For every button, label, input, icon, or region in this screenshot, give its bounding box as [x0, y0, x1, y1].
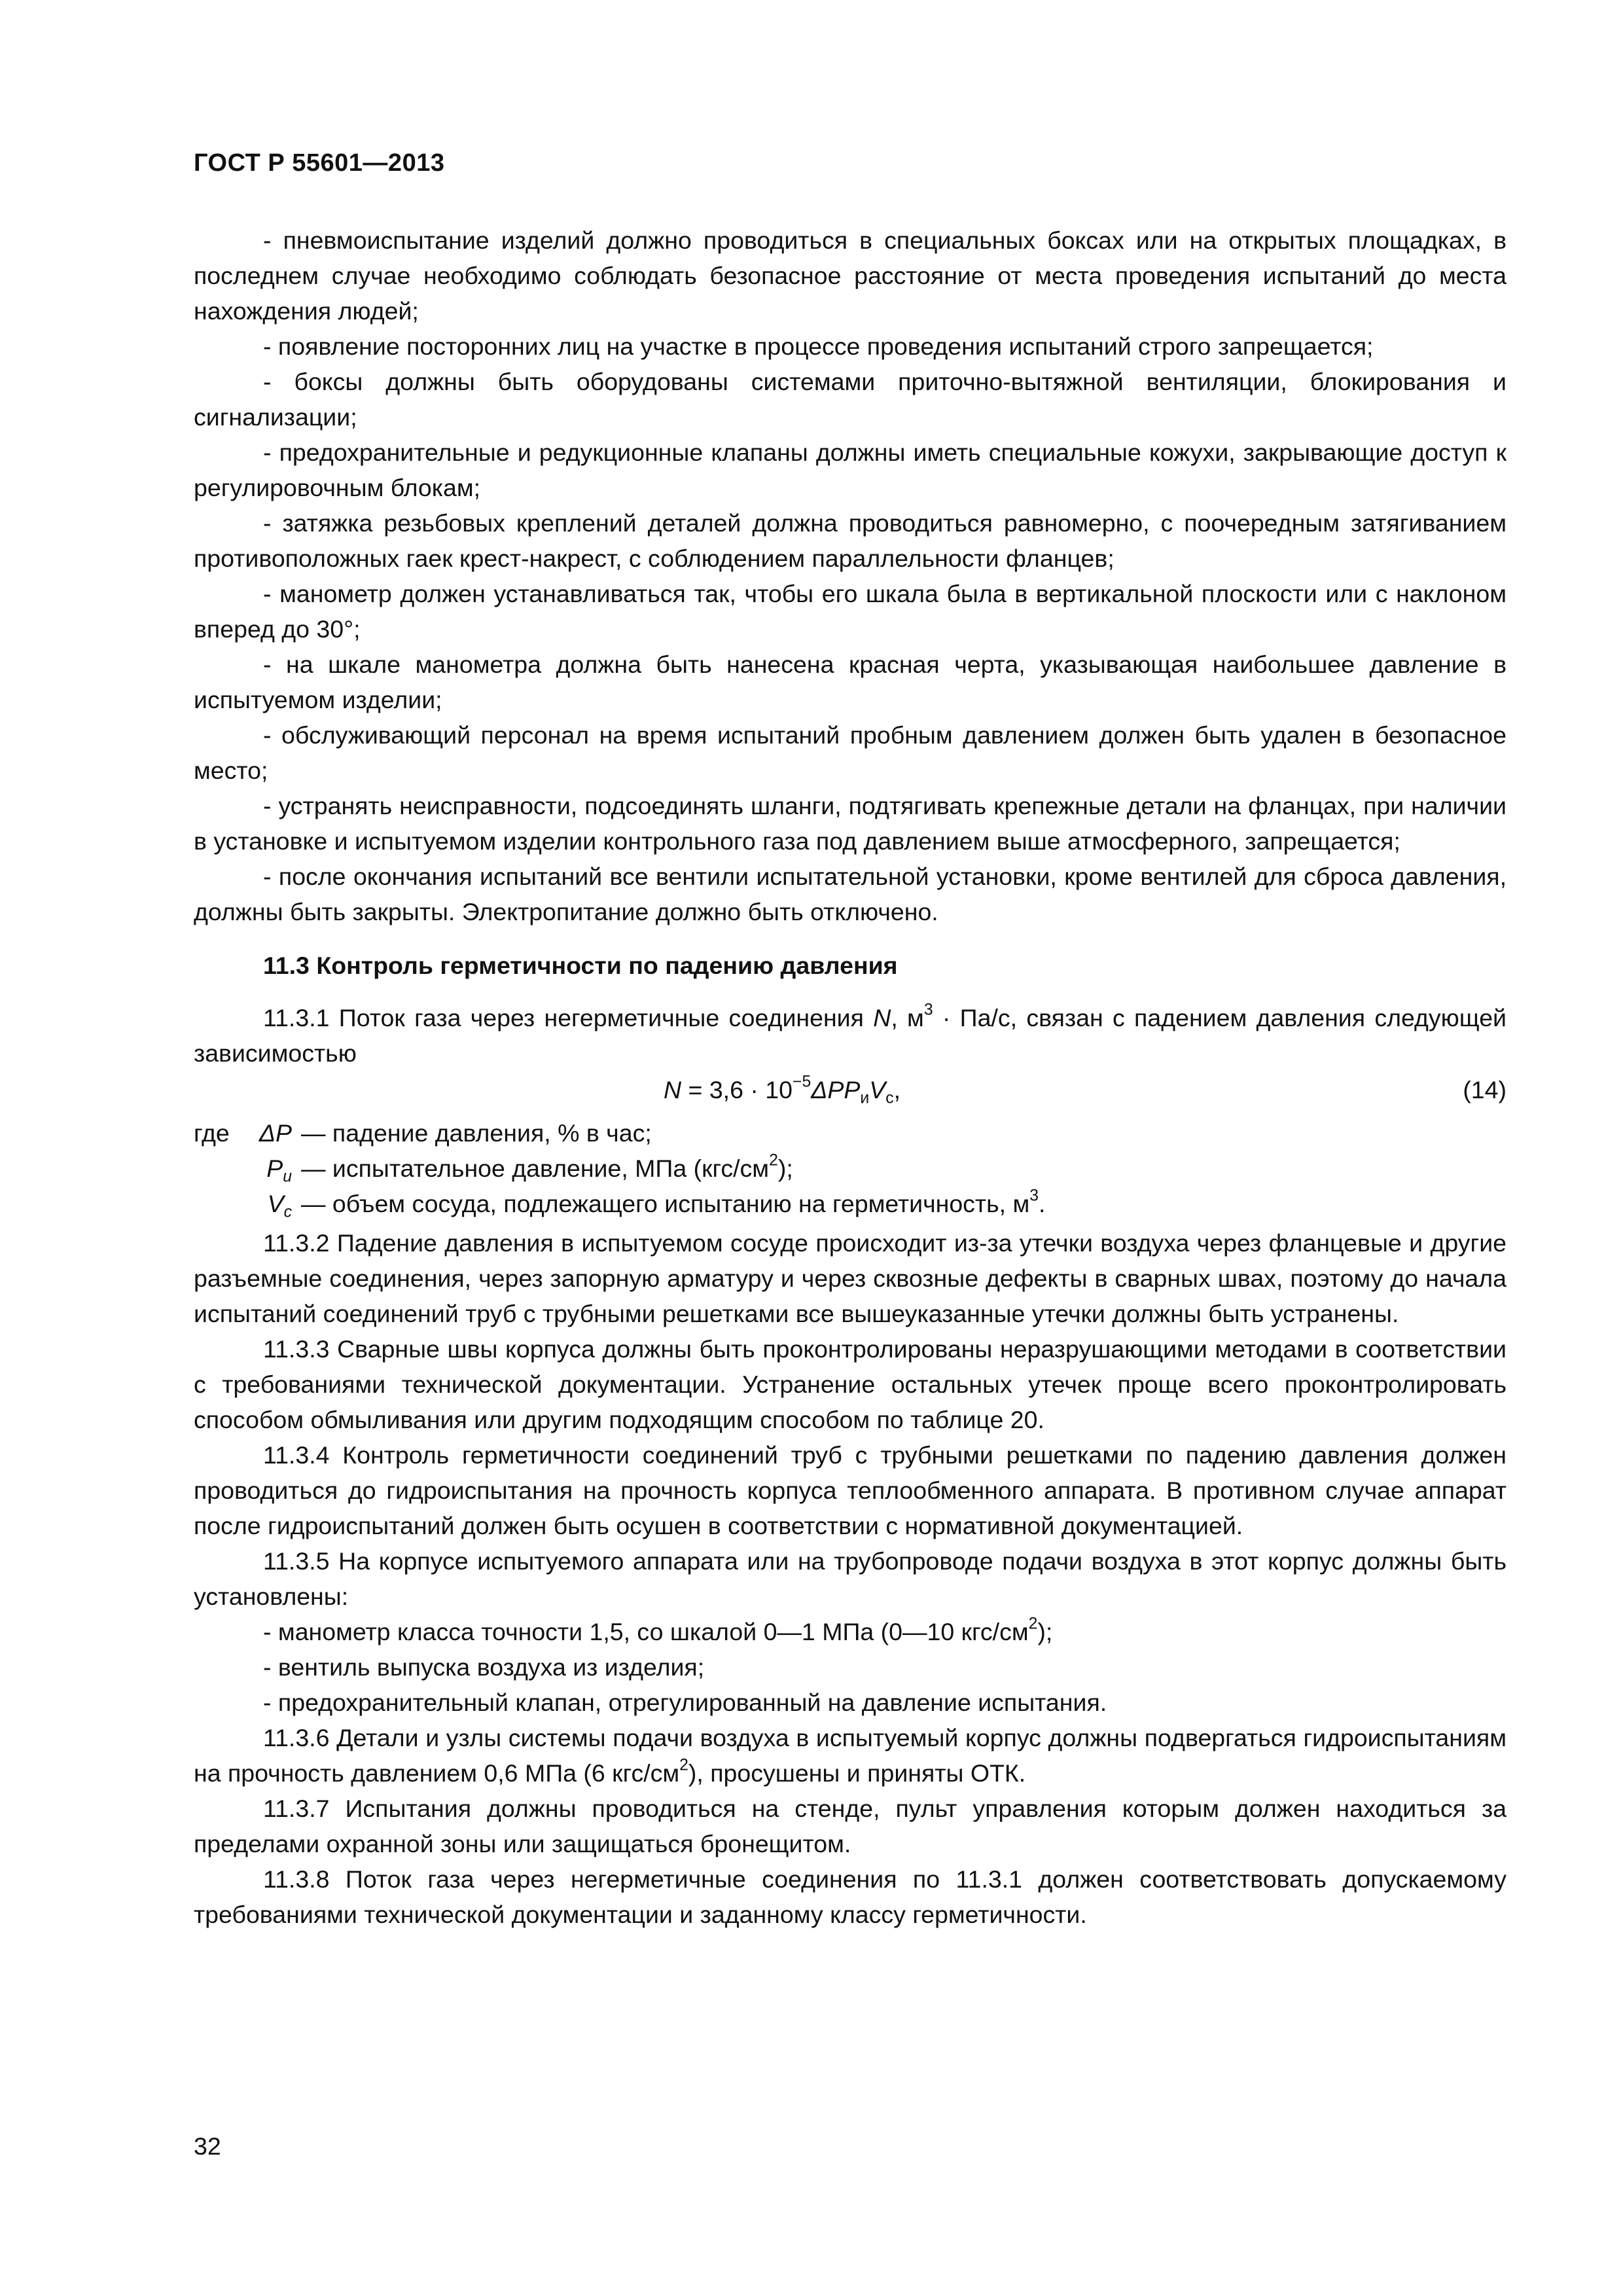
paragraph-11-3-5: 11.3.5 На корпусе испытуемого аппарата или на трубопроводе подачи воздуха в этот корпус должны быть установлены:: [194, 1547, 1507, 1610]
where-block: [194, 1115, 1507, 1221]
symbol-sub: с: [283, 1203, 292, 1221]
where-row: [194, 1151, 1507, 1186]
formula-eq: = 3,6 · 10: [681, 1076, 793, 1103]
page-number: 32: [194, 2132, 221, 2160]
where-text: [301, 1151, 793, 1186]
paragraph-11-3-4: 11.3.4 Контроль герметичности соединений труб с трубными решетками по падению давления должен проводиться до гидроиспытания на прочность корпуса теплообменного аппарата. В противном случае аппарат после гидроиспытаний должен быть осушен в соответствии с нормативной документацией.: [194, 1441, 1507, 1539]
text: - манометр класса точности 1,5, со шкалой 0—1 МПа (0—10 кгс/см: [263, 1618, 1029, 1645]
formula-expression: [664, 1072, 901, 1107]
text: · Па/с, связан с падением давления следующей зависимостью: [194, 1004, 1507, 1067]
where-text: — падение давления, % в час;: [301, 1119, 652, 1147]
bullet-item: - устранять неисправности, подсоединять шланги, подтягивать крепежные детали на фланцах, при наличии в установке и испытуемом изделии контрольного газа под давлением выше атмосферного, запрещается;: [194, 792, 1507, 855]
paragraph-11-3-8: 11.3.8 Поток газа через негерметичные соединения по 11.3.1 должен соответствовать допускаемому требованиями технической документации и заданному классу герметичности.: [194, 1865, 1507, 1928]
where-row: [194, 1115, 1507, 1151]
formula-tail: ,: [893, 1076, 901, 1103]
list-item: - предохранительный клапан, отрегулированный на давление испытания.: [263, 1689, 1107, 1716]
symbol-sub: и: [283, 1168, 292, 1186]
where-symbol: [237, 1186, 301, 1221]
list-item: - вентиль выпуска воздуха из изделия;: [263, 1653, 705, 1681]
text: );: [777, 1155, 793, 1182]
paragraph-11-3-2: 11.3.2 Падение давления в испытуемом сосуде происходит из-за утечки воздуха через фланцевые и другие разъемные соединения, через запорную арматуру и через сквозные дефекты в сварных швах, поэтому до начала испытаний соединений труб с трубными решетками все вышеуказанные утечки должны быть устранены.: [194, 1229, 1507, 1327]
section-title: 11.3 Контроль герметичности по падению давления: [263, 952, 898, 979]
formula-number: (14): [1463, 1076, 1507, 1103]
formula-14: [194, 1072, 1507, 1109]
formula-p: P: [844, 1076, 861, 1103]
text: 11.3.6 Детали и узлы системы подачи воздуха в испытуемый корпус должны подвергаться гидроиспытаниям на прочность давлением 0,6 МПа (6 кгс/см: [194, 1724, 1507, 1787]
bullet-item: - пневмоиспытание изделий должно проводиться в специальных боксах или на открытых площадках, в последнем случае необходимо соблюдать безопасное расстояние от места проведения испытаний до места нахождения людей;: [194, 226, 1507, 325]
where-symbol: [237, 1115, 301, 1151]
formula-exponent: −5: [793, 1073, 812, 1091]
formula-v-sub: с: [885, 1089, 894, 1107]
bullet-item: - на шкале манометра должна быть нанесена красная черта, указывающая наибольшее давление в испытуемом изделии;: [194, 651, 1507, 713]
text: 11.3.1 Поток газа через негерметичные соединения: [263, 1004, 874, 1031]
paragraph-11-3-7: 11.3.7 Испытания должны проводиться на стенде, пульт управления которым должен находиться за пределами охранной зоны или защищаться бронещитом.: [194, 1795, 1507, 1857]
paragraph-11-3-1: [194, 1000, 1507, 1071]
symbol: P: [266, 1155, 283, 1182]
page-content: [194, 223, 1507, 1932]
symbol: ΔP: [259, 1119, 292, 1147]
paragraph-11-3-3: 11.3.3 Сварные швы корпуса должны быть проконтролированы неразрушающими методами в соответствии с требованиями технической документации. Устранение остальных утечек проще всего проконтролировать способом обмыливания или другим подходящим способом по таблице 20.: [194, 1335, 1507, 1433]
superscript: 3: [923, 1001, 933, 1019]
variable: N: [873, 1004, 891, 1031]
text: .: [1039, 1190, 1046, 1217]
superscript: 2: [679, 1756, 688, 1774]
bullet-item: - предохранительные и редукционные клапаны должны иметь специальные кожухи, закрывающие доступ к регулировочным блокам;: [194, 439, 1507, 501]
bullet-item: - появление посторонних лиц на участке в процессе проведения испытаний строго запрещается;: [263, 332, 1374, 360]
bullet-item: - боксы должны быть оборудованы системами приточно-вытяжной вентиляции, блокирования и сигнализации;: [194, 368, 1507, 431]
formula-delta: ΔP: [811, 1076, 844, 1103]
text: , м: [891, 1004, 924, 1031]
where-text: [301, 1186, 1045, 1221]
formula-lhs: N: [664, 1076, 682, 1103]
list-item: [194, 1614, 1507, 1649]
formula-p-sub: и: [860, 1089, 870, 1107]
bullet-item: - после окончания испытаний все вентили испытательной установки, кроме вентилей для сброса давления, должны быть закрыты. Электропитание должно быть отключено.: [194, 863, 1507, 925]
bullet-item: - обслуживающий персонал на время испытаний пробным давлением должен быть удален в безопасное место;: [194, 721, 1507, 784]
paragraph-11-3-6: [194, 1720, 1507, 1791]
where-symbol: [237, 1151, 301, 1186]
superscript: 2: [769, 1151, 778, 1170]
superscript: 3: [1029, 1187, 1039, 1205]
text: );: [1037, 1618, 1053, 1645]
bullet-item: - затяжка резьбовых креплений деталей должна проводиться равномерно, с поочередным затягиванием противоположных гаек крест-накрест, с соблюдением параллельности фланцев;: [194, 509, 1507, 572]
text: ), просушены и приняты ОТК.: [688, 1759, 1026, 1787]
formula-v: V: [869, 1076, 886, 1103]
text: — испытательное давление, МПа (кгс/см: [301, 1155, 770, 1182]
bullet-item: - манометр должен устанавливаться так, чтобы его шкала была в вертикальной плоскости или с наклоном вперед до 30°;: [194, 580, 1507, 643]
text: — объем сосуда, подлежащего испытанию на герметичность, м: [301, 1190, 1030, 1217]
superscript: 2: [1028, 1615, 1038, 1633]
document-header: ГОСТ Р 55601—2013: [194, 149, 445, 177]
symbol: V: [267, 1190, 284, 1217]
where-row: [194, 1186, 1507, 1221]
where-word: где: [194, 1119, 230, 1147]
